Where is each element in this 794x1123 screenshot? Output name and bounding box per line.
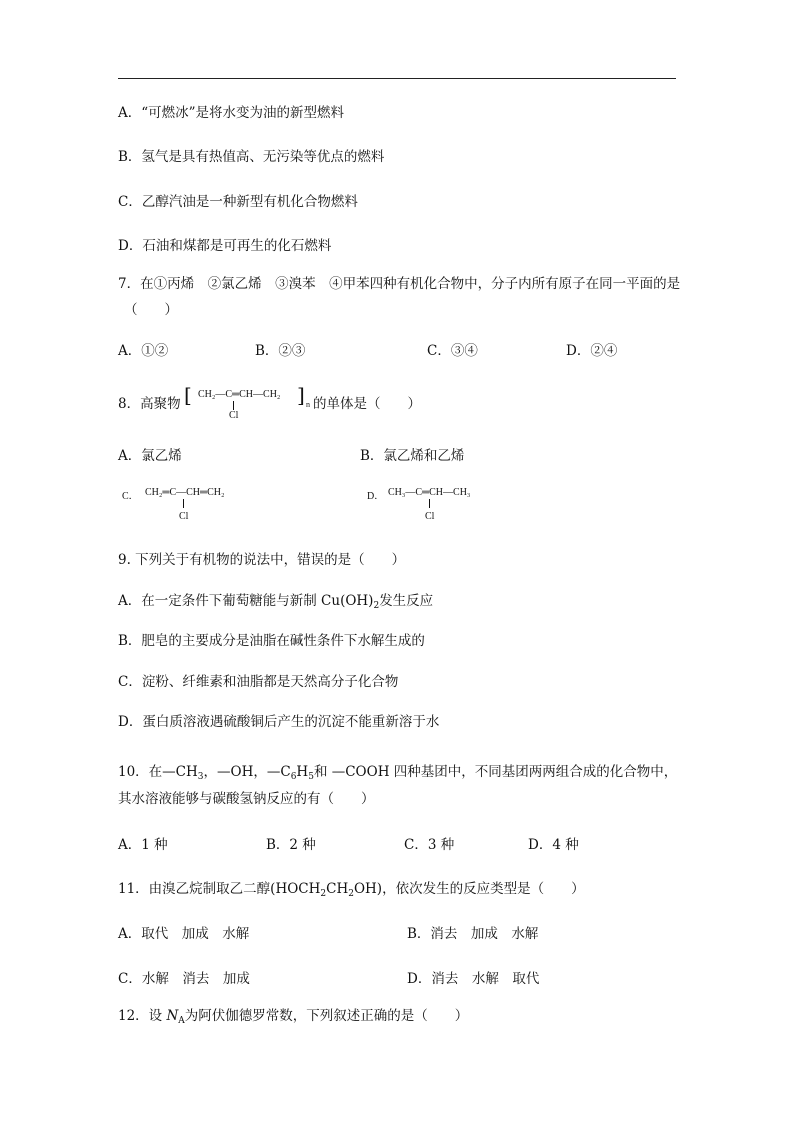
q8-option-c-cl: Cl bbox=[179, 511, 189, 522]
q8-option-d-formula: CH₃—C═CH—CH₃ bbox=[388, 487, 471, 498]
q8-option-d-label: D． bbox=[367, 491, 385, 502]
q8-polymer-bond bbox=[233, 401, 234, 410]
q11-text-3: OH)，依次发生的反应类型是（ ） bbox=[353, 881, 585, 897]
q10-option-d: D．4 种 bbox=[528, 837, 579, 853]
q8-polymer-cl: Cl bbox=[229, 410, 239, 421]
q8-stem-prefix: 8．高聚物 bbox=[118, 396, 181, 412]
q12-text-1: 12．设 bbox=[118, 1008, 167, 1024]
q7-option-c: C．③④ bbox=[427, 343, 478, 359]
q10-option-b: B．2 种 bbox=[266, 837, 316, 853]
q8-option-d-bond bbox=[429, 499, 430, 508]
q8-stem-suffix: 的单体是（ ） bbox=[313, 396, 421, 412]
q10-option-a: A．1 种 bbox=[118, 837, 168, 853]
q9-option-d: D．蛋白质溶液遇硫酸铜后产生的沉淀不能重新溶于水 bbox=[118, 714, 440, 730]
q12-avogadro-symbol: N bbox=[166, 1008, 179, 1024]
q11-sub-1: 2 bbox=[320, 889, 327, 899]
q6-option-b: B．氢气是具有热值高、无污染等优点的燃料 bbox=[118, 149, 385, 165]
q10-sub-2: 6 bbox=[290, 772, 297, 782]
q11-option-b: B．消去 加成 水解 bbox=[407, 926, 539, 942]
q9-option-a-text-end: 发生反应 bbox=[379, 593, 434, 609]
q9-stem: 9. 下列关于有机物的说法中，错误的是（ ） bbox=[118, 552, 406, 568]
q7-answer-paren: （ ） bbox=[124, 302, 178, 318]
q8-polymer-right-bracket: ] bbox=[297, 383, 305, 407]
q6-option-a: A．“可燃冰”是将水变为油的新型燃料 bbox=[118, 105, 345, 121]
q10-text-4: 和 —COOH 四种基团中，不同基团两两组合成的化合物中， bbox=[313, 764, 678, 780]
q11-sub-2: 2 bbox=[348, 889, 354, 899]
q7-option-b: B．②③ bbox=[255, 343, 306, 359]
q7-stem: 7．在①丙烯 ②氯乙烯 ③溴苯 ④甲苯四种有机化合物中，分子内所有原子在同一平面的是 bbox=[118, 276, 681, 292]
q10-text-1: 10．在—CH bbox=[118, 764, 198, 780]
q9-option-a-subscript: 2 bbox=[373, 601, 380, 611]
q6-option-d: D．石油和煤都是可再生的化石燃料 bbox=[118, 238, 332, 254]
q11-option-a: A．取代 加成 水解 bbox=[118, 926, 250, 942]
q11-text-2: CH bbox=[326, 881, 349, 897]
q11-option-d: D．消去 水解 取代 bbox=[407, 971, 540, 987]
header-rule bbox=[118, 78, 676, 79]
q7-option-d: D．②④ bbox=[566, 343, 618, 359]
q11-text-1: 11．由溴乙烷制取乙二醇(HOCH bbox=[118, 881, 321, 897]
q8-polymer-n: n bbox=[306, 400, 310, 409]
q8-option-a: A．氯乙烯 bbox=[118, 448, 182, 464]
q8-option-c-formula: CH₂═C—CH═CH₂ bbox=[145, 487, 225, 498]
q12-stem bbox=[118, 1007, 468, 1025]
q12-avogadro-subscript: A bbox=[178, 1016, 185, 1026]
q9-option-a bbox=[118, 592, 433, 610]
q8-option-b: B．氯乙烯和乙烯 bbox=[360, 448, 465, 464]
q11-stem bbox=[118, 880, 585, 898]
q9-option-b: B．肥皂的主要成分是油脂在碱性条件下水解生成的 bbox=[118, 633, 425, 649]
q8-option-c-label: C． bbox=[122, 491, 139, 502]
q11-option-c: C．水解 消去 加成 bbox=[118, 971, 250, 987]
q6-option-c: C．乙醇汽油是一种新型有机化合物燃料 bbox=[118, 194, 358, 210]
q8-option-c-bond bbox=[183, 499, 184, 508]
q8-option-d-cl: Cl bbox=[425, 511, 435, 522]
q10-stem-line1 bbox=[118, 763, 677, 781]
q10-sub-1: 3 bbox=[197, 772, 204, 782]
q10-text-2: ，—OH，—C bbox=[203, 764, 291, 780]
q9-option-c: C．淀粉、纤维素和油脂都是天然高分子化合物 bbox=[118, 674, 399, 690]
q8-polymer-main: CH₂—C═CH—CH₂ bbox=[198, 389, 281, 400]
q12-text-2: 为阿伏伽德罗常数，下列叙述正确的是（ ） bbox=[184, 1008, 469, 1024]
q8-polymer-left-bracket: [ bbox=[184, 383, 192, 407]
q10-stem-line2: 其水溶液能够与碳酸氢钠反应的有（ ） bbox=[118, 791, 375, 807]
q10-sub-3: 5 bbox=[308, 772, 314, 782]
q10-text-3: H bbox=[296, 764, 309, 780]
q7-option-a: A．①② bbox=[118, 343, 169, 359]
q9-option-a-text: A．在一定条件下葡萄糖能与新制 Cu(OH) bbox=[118, 593, 374, 609]
q10-option-c: C．3 种 bbox=[404, 837, 455, 853]
